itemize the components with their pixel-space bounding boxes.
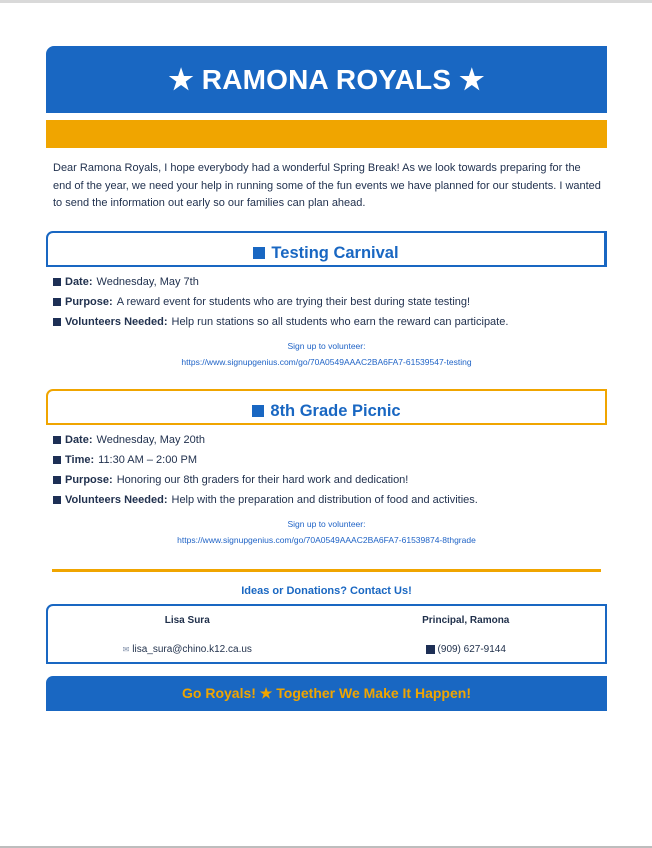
contact-role: Principal, Ramona [422,614,510,626]
page-top-edge [0,0,652,3]
intro-paragraph: Dear Ramona Royals, I hope everybody had a wonderful Spring Break! As we look towards preparing for the end of the year, we need your help in running some of the fun events we have planned for our students. I wanted to send the information out early so our families can plan ahead. [53,162,601,209]
detail-value: Wednesday, May 20th [96,433,205,446]
contact-card [46,604,607,664]
testing-carnival-header [46,231,607,267]
page-title: ★ RAMONA ROYALS ★ [168,64,485,95]
signup-label: Sign up to volunteer: [287,518,366,529]
signup-link[interactable]: https://www.signupgenius.com/go/70A0549AAAC2BA6FA7-61539874-8thgrade [177,534,476,545]
testing-carnival-signup [46,338,607,370]
square-bullet-icon [53,298,61,306]
detail-value: Honoring our 8th graders for their hard work and dedication! [116,473,409,486]
detail-time [53,450,607,470]
detail-purpose [53,470,607,490]
section-title: Testing Carnival [271,243,399,262]
detail-label: Volunteers Needed: [65,493,168,506]
square-bullet-icon [53,456,61,464]
contact-heading: Ideas or Donations? Contact Us! [241,584,412,597]
detail-label: Date: [65,433,93,446]
detail-label: Volunteers Needed: [65,315,168,328]
detail-value: 11:30 AM – 2:00 PM [98,453,197,466]
detail-date [53,272,607,292]
picnic-signup [46,516,607,548]
square-bullet-icon [253,247,265,259]
square-bullet-icon [252,405,264,417]
header-banner [46,46,607,113]
footer-banner [46,676,607,711]
detail-date [53,430,607,450]
section-title: 8th Grade Picnic [270,401,401,420]
detail-value: Help with the preparation and distribution of food and activities. [171,493,478,506]
signup-link[interactable]: https://www.signupgenius.com/go/70A0549AAAC2BA6FA7-61539547-testing [181,356,472,367]
detail-volunteers-needed [53,312,607,332]
contact-right-column [327,606,606,662]
detail-purpose [53,292,607,312]
detail-volunteers-needed [53,490,607,510]
square-bullet-icon [53,436,61,444]
detail-label: Time: [65,453,95,466]
detail-value: Wednesday, May 7th [96,275,199,288]
detail-label: Date: [65,275,93,288]
square-bullet-icon [53,278,61,286]
testing-carnival-details [53,272,607,332]
detail-label: Purpose: [65,473,113,486]
newsletter-page [46,46,607,711]
square-bullet-icon [53,476,61,484]
envelope-icon: ✉ [122,644,130,654]
square-bullet-icon [53,496,61,504]
gold-divider [52,569,601,572]
gold-accent-bar [46,120,607,148]
picnic-details [53,430,607,510]
signup-label: Sign up to volunteer: [287,340,366,351]
detail-value: Help run stations so all students who earn the reward can participate. [171,315,509,328]
detail-label: Purpose: [65,295,113,308]
contact-phone[interactable]: (909) 627-9144 [437,643,506,655]
contact-email[interactable]: lisa_sura@chino.k12.ca.us [132,643,252,655]
detail-value: A reward event for students who are trying their best during state testing! [116,295,471,308]
contact-name: Lisa Sura [164,614,210,626]
square-bullet-icon [53,318,61,326]
contact-left-column [48,606,327,662]
picnic-header [46,389,607,425]
footer-slogan: Go Royals! ★ Together We Make It Happen! [182,684,471,701]
square-bullet-icon [426,645,435,654]
